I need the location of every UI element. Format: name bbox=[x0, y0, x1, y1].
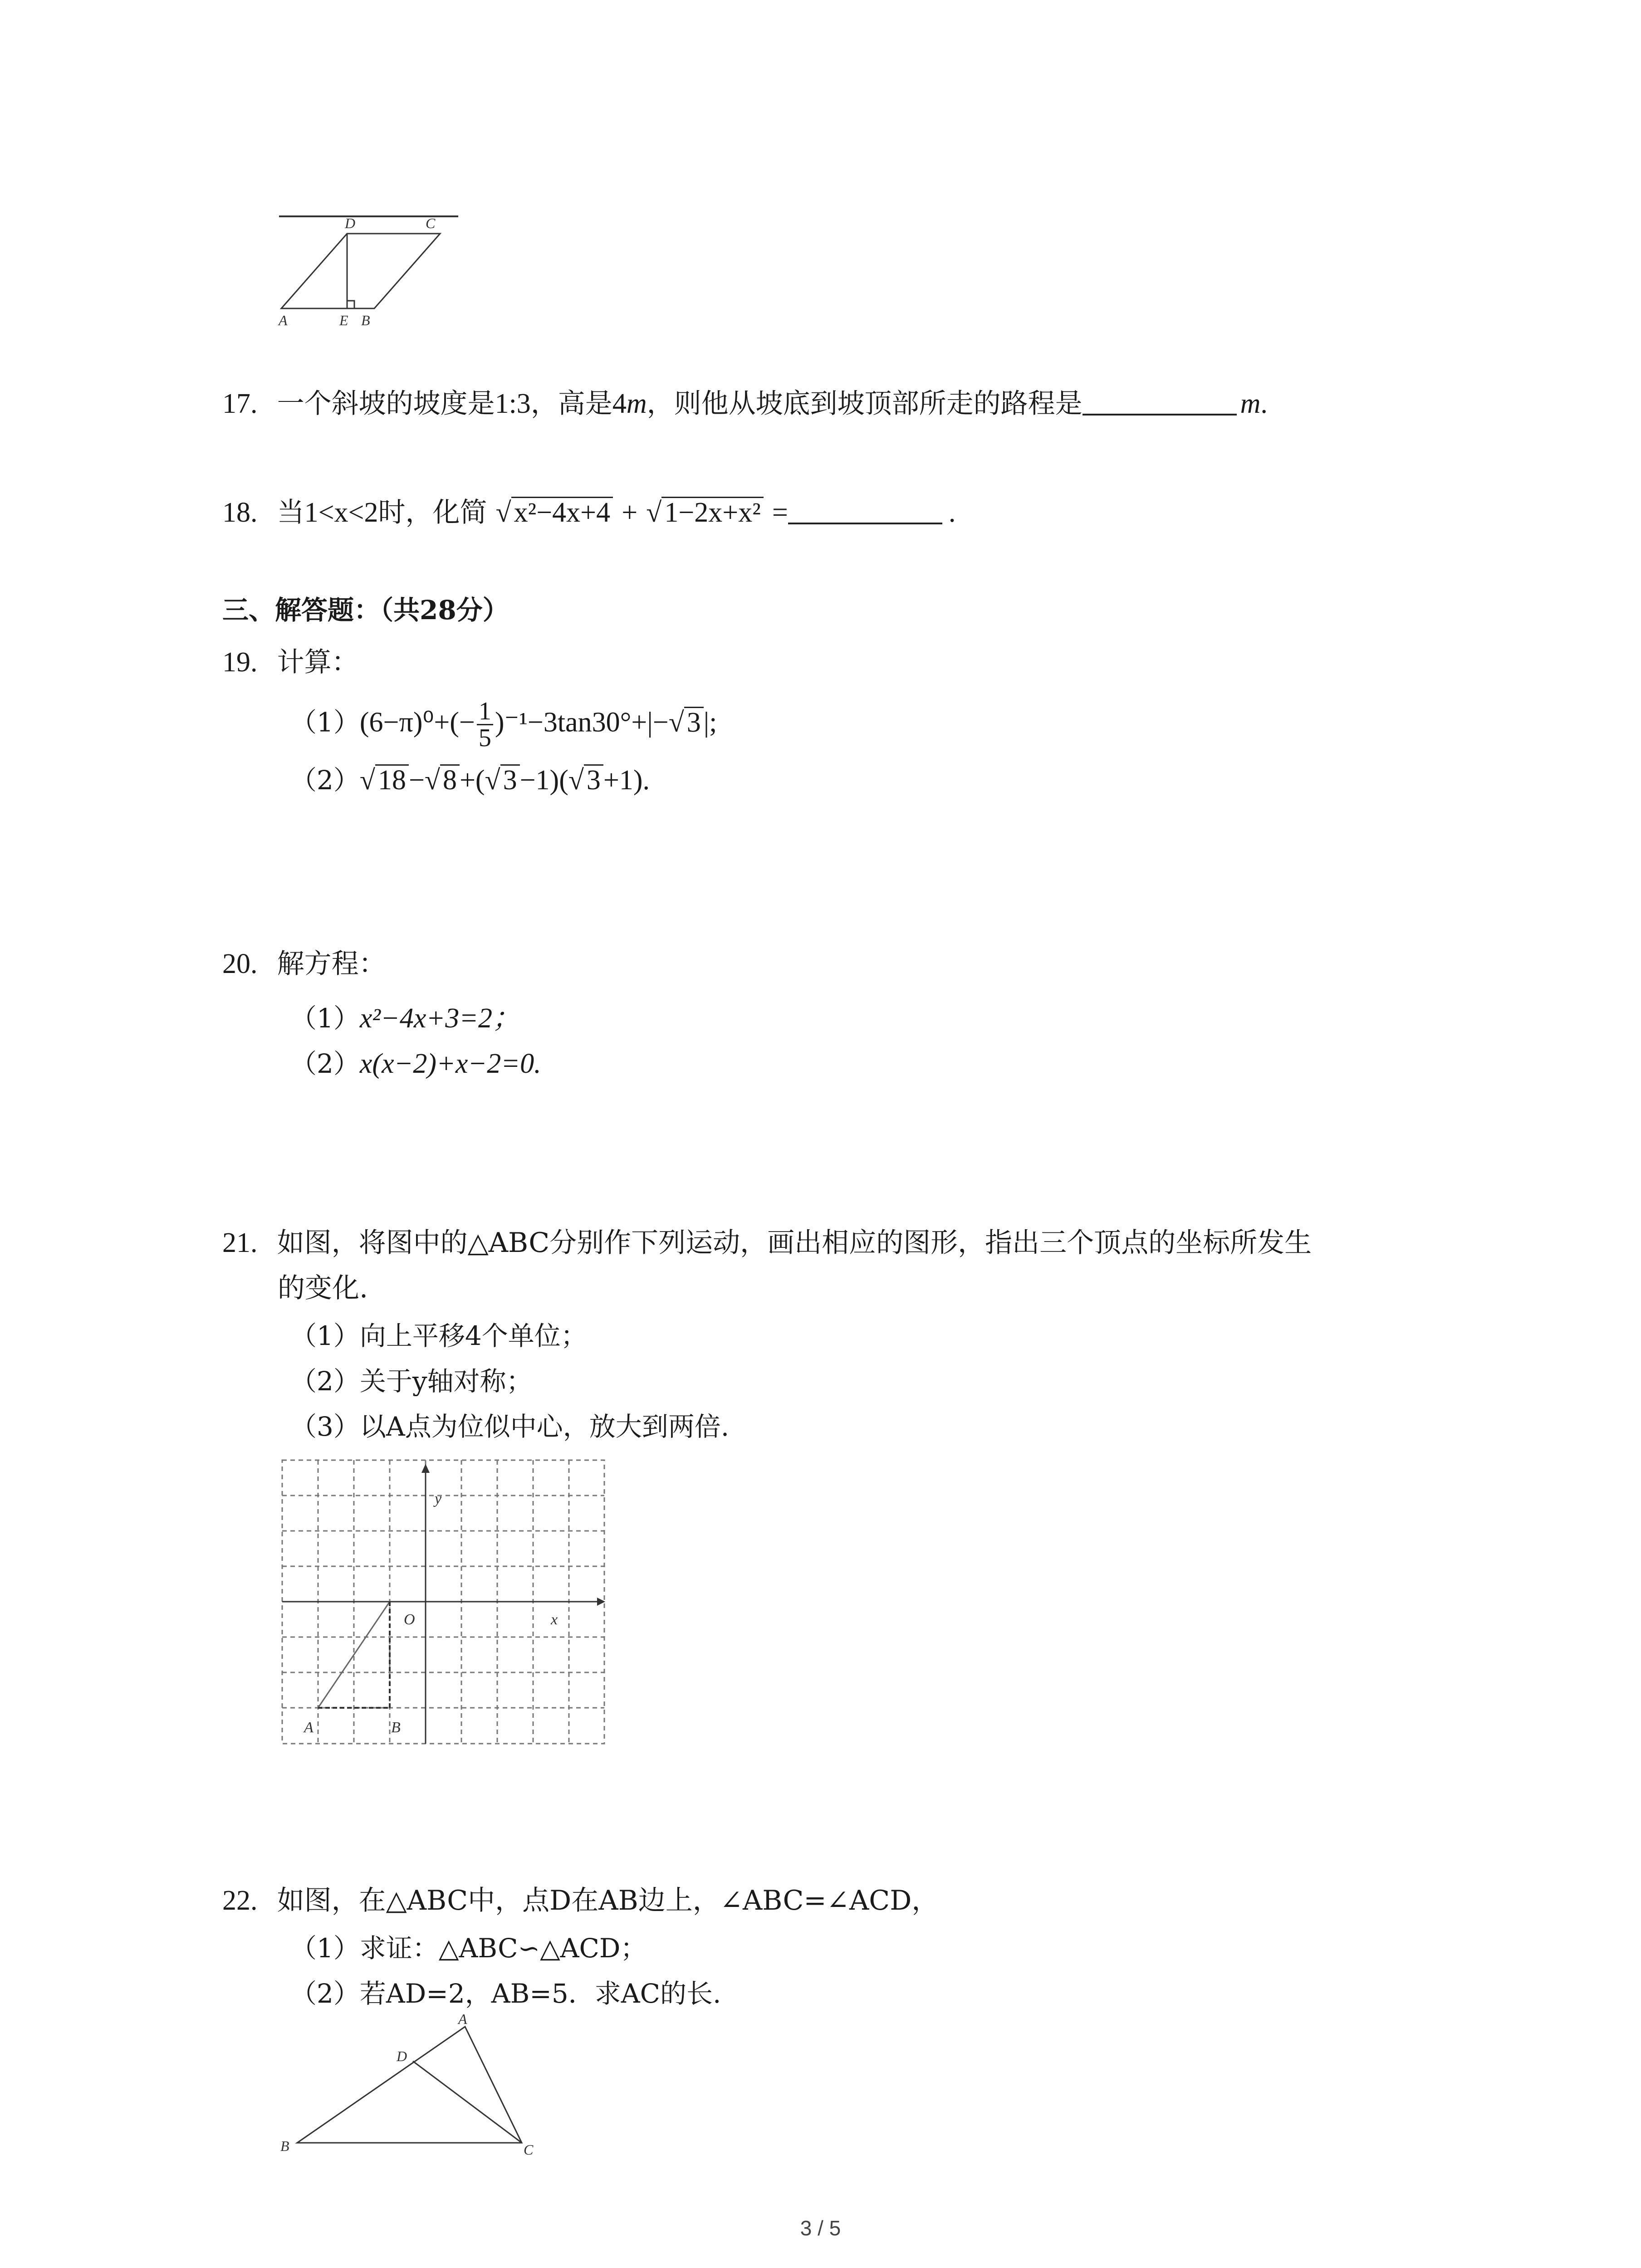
q19-p2-minus: − bbox=[408, 765, 425, 796]
q20-part-2 bbox=[290, 1046, 541, 1082]
q19-p1-radical: 3 bbox=[684, 707, 704, 737]
q19-p2-label: （2） bbox=[290, 765, 360, 796]
q19-p2-mid: +( bbox=[459, 765, 485, 796]
origin-label: O bbox=[404, 1611, 415, 1628]
q18-radical-2: 1−2x+x² bbox=[661, 497, 764, 527]
q22-part-1: （1）求证：△ABC∽△ACD； bbox=[290, 1933, 647, 1964]
q20-p1-label: （1） bbox=[290, 1003, 360, 1034]
tri-label-A: A bbox=[458, 2011, 467, 2027]
q22-number: 22. bbox=[222, 1885, 258, 1916]
q17-text-a: 一个斜坡的坡度是 bbox=[277, 388, 495, 420]
page-number: 3 / 5 bbox=[800, 2216, 841, 2240]
q19-p2-radical-d: 3 bbox=[584, 764, 603, 795]
q20-p2-expr: x(x−2)+x−2=0. bbox=[359, 1048, 541, 1079]
q19-p1-frac-num: 1 bbox=[477, 699, 493, 725]
q21-part-2: （2）关于y轴对称； bbox=[290, 1366, 533, 1397]
label-B: B bbox=[361, 312, 370, 328]
q19-p2-radical-a: 18 bbox=[375, 764, 409, 795]
q20-part-1 bbox=[290, 1000, 520, 1036]
label-D: D bbox=[345, 215, 356, 231]
q18-plus: + bbox=[622, 497, 638, 528]
q19-p2-mid2: −1)( bbox=[519, 765, 568, 796]
q17-text-b: ，高是 bbox=[530, 388, 612, 420]
q18-text-a: 当 bbox=[277, 497, 304, 528]
q18-number: 18. bbox=[222, 497, 258, 528]
q17-ratio: 1:3 bbox=[495, 388, 531, 419]
q19-p2-radical-b: 8 bbox=[440, 764, 460, 795]
q19-p1-expr-c: |; bbox=[703, 707, 717, 738]
question-21 bbox=[222, 1225, 1312, 1261]
q22-text: 如图，在△ABC中，点D在AB边上，∠ABC=∠ACD， bbox=[277, 1885, 939, 1916]
q17-end-unit: m bbox=[1240, 388, 1261, 419]
q20-number: 20. bbox=[222, 948, 258, 979]
q21-part-1: （1）向上平移4个单位； bbox=[290, 1320, 587, 1351]
q21-text-line1: 如图，将图中的△ABC分别作下列运动，画出相应的图形，指出三个顶点的坐标所发生 bbox=[277, 1227, 1312, 1259]
coordinate-grid-figure bbox=[280, 1458, 607, 1749]
q18-radical-1: x²−4x+4 bbox=[511, 497, 613, 527]
section-heading: 三、解答题：（共28分） bbox=[222, 595, 509, 626]
q19-part-1: （1）(6−π)⁰+(− $\frac{1}{5}$ )⁻¹−3tan30°+|−√3|; bbox=[290, 697, 717, 752]
q17-answer-blank[interactable] bbox=[1083, 414, 1237, 415]
label-C: C bbox=[426, 215, 436, 231]
q18-period: . bbox=[948, 497, 956, 528]
q18-answer-blank[interactable] bbox=[788, 523, 942, 524]
parallelogram-figure bbox=[272, 206, 463, 333]
question-20 bbox=[222, 946, 386, 982]
grid-label-B: B bbox=[391, 1719, 401, 1736]
q19-p1-frac-den: 5 bbox=[478, 724, 491, 752]
axis-label-y: y bbox=[435, 1491, 442, 1507]
tri-label-C: C bbox=[524, 2141, 534, 2158]
question-22 bbox=[222, 1882, 939, 1919]
q19-p2-radical-c: 3 bbox=[500, 764, 520, 795]
q19-p2-end: +1). bbox=[603, 765, 650, 796]
label-E: E bbox=[339, 312, 348, 328]
q21-number: 21. bbox=[222, 1227, 258, 1258]
q18-condition: 1<x<2 bbox=[304, 497, 378, 528]
q18-text-b: 时，化简 bbox=[378, 497, 487, 528]
label-A: A bbox=[279, 312, 288, 328]
triangle-figure bbox=[277, 2011, 549, 2164]
axis-label-x: x bbox=[551, 1611, 558, 1628]
q19-p1-label: （1） bbox=[290, 707, 360, 738]
q18-equals: = bbox=[772, 497, 788, 528]
grid-label-A: A bbox=[304, 1719, 314, 1736]
q19-text: 计算： bbox=[277, 646, 359, 678]
q17-period: . bbox=[1260, 388, 1268, 419]
tri-label-B: B bbox=[280, 2138, 289, 2154]
q17-height: 4 bbox=[612, 388, 627, 419]
tri-label-D: D bbox=[397, 2048, 407, 2064]
q19-p1-expr-b: )⁻¹−3tan30°+|− bbox=[495, 707, 669, 738]
q19-number: 19. bbox=[222, 647, 258, 678]
q19-part-2: （2）√18−√8+(√3−1)(√3+1). bbox=[290, 765, 650, 796]
question-17 bbox=[222, 386, 1268, 422]
q17-unit: m bbox=[626, 388, 647, 419]
q22-part-2: （2）若AD=2，AB=5．求AC的长. bbox=[290, 1978, 721, 2009]
q21-part-3: （3）以A点为位似中心，放大到两倍. bbox=[290, 1411, 730, 1442]
q17-number: 17. bbox=[222, 388, 258, 419]
q20-text: 解方程： bbox=[277, 948, 386, 980]
q19-p1-expr-a: (6−π)⁰+(− bbox=[359, 707, 475, 738]
q20-p2-label: （2） bbox=[290, 1048, 360, 1079]
q20-p1-expr: x²−4x+3=2； bbox=[359, 1003, 521, 1034]
question-18: 18. 当1<x<2时，化简 √x²−4x+4 + √1−2x+x² = . bbox=[222, 494, 955, 531]
question-19 bbox=[222, 644, 359, 680]
q21-text-line2: 的变化. bbox=[278, 1272, 368, 1304]
q17-text-c: ，则他从坡底到坡顶部所走的路程是 bbox=[647, 388, 1083, 420]
